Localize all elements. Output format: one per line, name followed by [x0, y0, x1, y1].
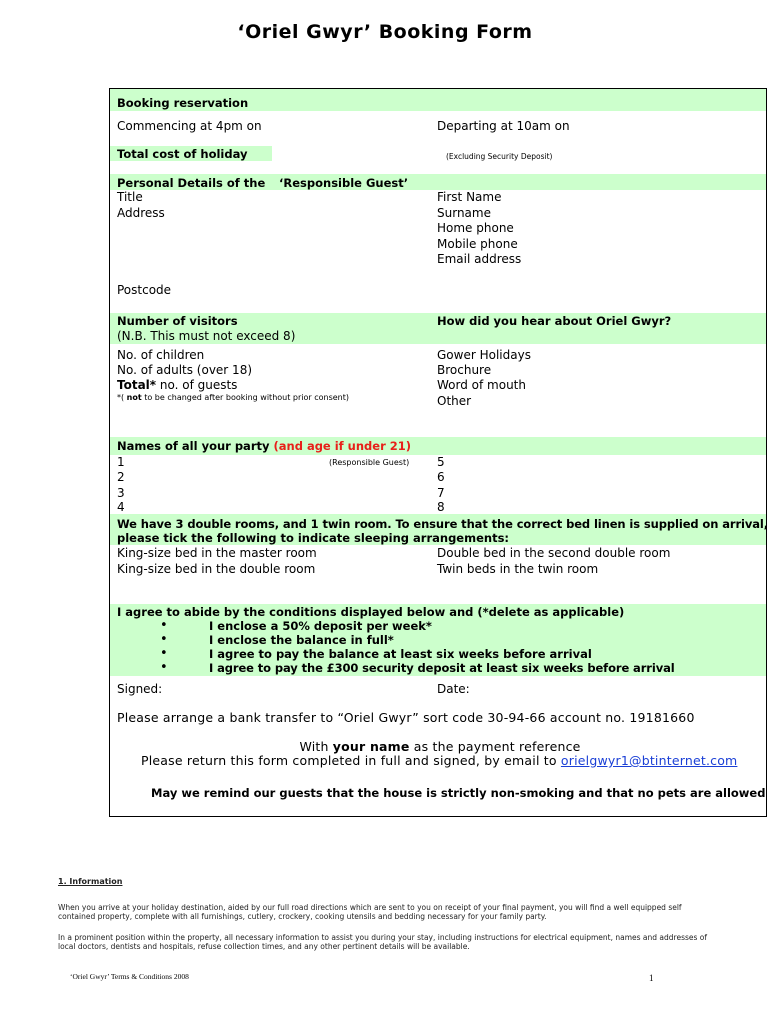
visitors-note: (N.B. This must not exceed 8) — [117, 329, 296, 343]
postcode-label: Postcode — [117, 283, 172, 297]
party-heading — [117, 439, 411, 453]
visitors-heading: Number of visitors — [117, 314, 238, 328]
total-guests-label — [117, 378, 237, 392]
king-double-option[interactable]: King-size bed in the double room — [117, 562, 316, 576]
email-address-label: Email address — [437, 252, 522, 266]
hear-other: Other — [437, 394, 472, 408]
personal-heading: Personal Details of the — [117, 176, 266, 190]
party-heading-text: Names of all your party — [117, 439, 274, 453]
with-text: With — [299, 739, 333, 754]
agree-heading: I agree to abide by the conditions displayed below and (*delete as applicable) — [117, 605, 625, 619]
mobile-phone-label: Mobile phone — [437, 237, 518, 251]
commencing-label: Commencing at 4pm on — [117, 119, 262, 133]
booking-heading: Booking reservation — [117, 96, 249, 110]
departing-label: Departing at 10am on — [437, 119, 570, 133]
total-rest: no. of guests — [156, 378, 238, 392]
adults-label: No. of adults (over 18) — [117, 363, 253, 377]
bullet-2: • — [160, 632, 168, 647]
king-master-option[interactable]: King-size bed in the master room — [117, 546, 317, 560]
bullet-1: • — [160, 618, 168, 633]
hear-word-of-mouth: Word of mouth — [437, 378, 526, 392]
your-name-text: your name — [332, 739, 410, 754]
responsible-guest-heading: ‘Responsible Guest’ — [279, 176, 409, 190]
party-heading-red: (and age if under 21) — [273, 439, 412, 453]
return-text: Please return this form completed in full and signed, by email to — [141, 753, 561, 768]
bullet-3: • — [160, 646, 168, 661]
reference-text: as the payment reference — [409, 739, 581, 754]
party-member-5: 5 — [437, 455, 445, 469]
party-member-1: 1 — [117, 455, 125, 469]
party-member-2: 2 — [117, 470, 125, 484]
address-label: Address — [117, 206, 165, 220]
title-label: Title — [117, 190, 143, 204]
responsible-guest-note: (Responsible Guest) — [329, 458, 410, 467]
total-bold: Total* — [117, 378, 157, 392]
party-member-4: 4 — [117, 500, 125, 514]
footer-terms: ‘Oriel Gwyr’ Terms & Conditions 2008 — [70, 972, 189, 981]
party-member-8: 8 — [437, 500, 445, 514]
information-paragraph-1: When you arrive at your holiday destination, aided by our full road directions which are sent to you on receipt of your final payment, you will find a well equipped self contained property, complete with all furnishings, cutlery, crockery, cooking utensils and bedding necessary for your family party. — [58, 903, 682, 921]
agree-item-security-deposit: I agree to pay the £300 security deposit at least six weeks before arrival — [209, 661, 675, 675]
consent-not: not — [126, 393, 142, 402]
excluding-note: (Excluding Security Deposit) — [446, 152, 553, 161]
rooms-line-1: We have 3 double rooms, and 1 twin room. To ensure that the correct bed linen is supplied on arrival, — [117, 517, 769, 531]
agree-item-balance-six-weeks: I agree to pay the balance at least six weeks before arrival — [209, 647, 592, 661]
signed-label: Signed: — [117, 682, 163, 696]
bank-transfer-text: Please arrange a bank transfer to “Oriel Gwyr” sort code 30-94-66 account no. 19181660 — [117, 710, 695, 725]
total-cost-label: Total cost of holiday — [117, 147, 248, 161]
information-heading: 1. Information — [58, 877, 123, 886]
hear-gower-holidays: Gower Holidays — [437, 348, 531, 362]
agree-item-balance-full: I enclose the balance in full* — [209, 633, 394, 647]
non-smoking-notice: May we remind our guests that the house is strictly non-smoking and that no pets are allowed — [151, 786, 766, 800]
page-title: ‘Oriel Gwyr’ Booking Form — [237, 21, 533, 43]
agree-item-deposit: I enclose a 50% deposit per week* — [209, 619, 432, 633]
email-link[interactable]: orielgwyr1@btinternet.com — [560, 753, 738, 768]
home-phone-label: Home phone — [437, 221, 514, 235]
twin-option[interactable]: Twin beds in the twin room — [437, 562, 599, 576]
consent-rest: to be changed after booking without prior consent) — [141, 393, 350, 402]
party-member-3: 3 — [117, 486, 125, 500]
consent-note — [117, 393, 349, 402]
rooms-line-2: please tick the following to indicate sleeping arrangements: — [117, 531, 510, 545]
children-label: No. of children — [117, 348, 205, 362]
hear-heading: How did you hear about Oriel Gwyr? — [437, 314, 672, 328]
information-paragraph-2: In a prominent position within the property, all necessary information to assist you during your stay, including instructions for electrical equipment, names and addresses of local doctors, dentists and hospitals, refuse collection times, and any other pertinent details will be available. — [58, 933, 708, 951]
bullet-4: • — [160, 660, 168, 675]
consent-open: *( — [117, 393, 127, 402]
double-second-option[interactable]: Double bed in the second double room — [437, 546, 671, 560]
hear-brochure: Brochure — [437, 363, 492, 377]
return-line — [141, 753, 737, 768]
surname-label: Surname — [437, 206, 491, 220]
first-name-label: First Name — [437, 190, 502, 204]
payment-reference-line — [0, 739, 770, 754]
party-member-6: 6 — [437, 470, 445, 484]
date-label: Date: — [437, 682, 470, 696]
party-member-7: 7 — [437, 486, 445, 500]
page-number: 1 — [649, 973, 654, 983]
